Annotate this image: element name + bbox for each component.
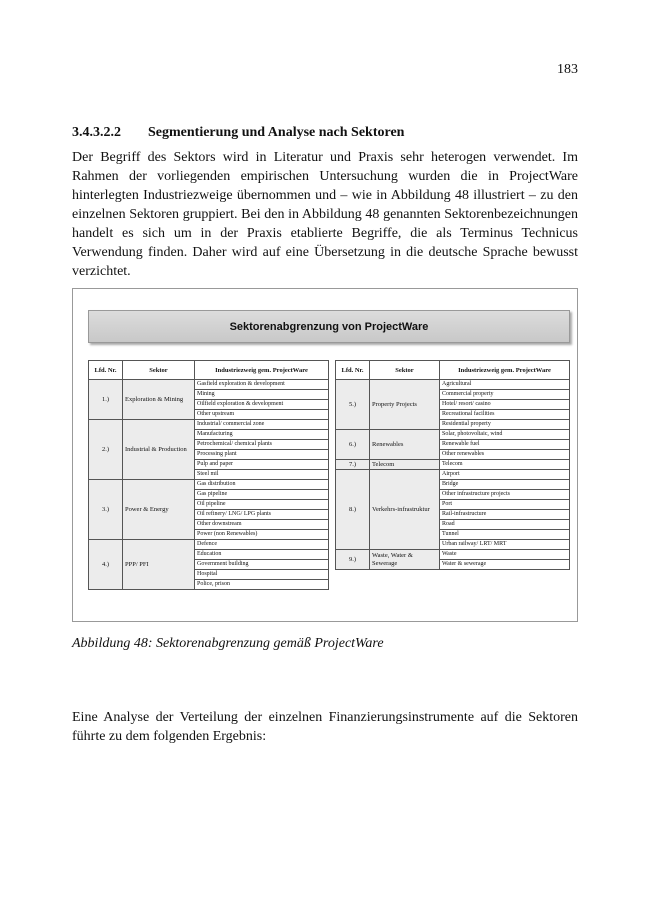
- header-sector: Sektor: [123, 361, 195, 380]
- sector-name: Exploration & Mining: [123, 380, 195, 420]
- table-row: [89, 480, 329, 490]
- sector-name: Telecom: [370, 460, 440, 470]
- figure-sector-classification: [72, 288, 578, 622]
- sector-number: 8.): [336, 470, 370, 550]
- sector-number: 3.): [89, 480, 123, 540]
- industry-cell: Pulp and paper: [195, 460, 329, 470]
- sector-number: 7.): [336, 460, 370, 470]
- sector-number: 9.): [336, 550, 370, 570]
- result-paragraph: Eine Analyse der Verteilung der einzelnen Finanzierungsinstrumente auf die Sektoren führte zu dem folgenden Ergebnis:: [72, 710, 578, 744]
- sector-number: 2.): [89, 420, 123, 480]
- figure-caption: Abbildung 48: Sektorenabgrenzung gemäß ProjectWare: [72, 636, 384, 651]
- industry-cell: Mining: [195, 390, 329, 400]
- industry-cell: Police, prison: [195, 580, 329, 590]
- table-header-row: [89, 361, 329, 380]
- sector-name: PPP/ PFI: [123, 540, 195, 590]
- table-row: [89, 420, 329, 430]
- industry-cell: Bridge: [440, 480, 570, 490]
- sector-name: Verkehrs-infrastruktur: [370, 470, 440, 550]
- industry-cell: Rail-infrastructure: [440, 510, 570, 520]
- intro-paragraph: Der Begriff des Sektors wird in Literatur und Praxis sehr heterogen verwendet. Im Rahmen der vorliegenden empirischen Untersuchung wurden die in ProjectWare hinterlegten Industriezweige übernommen und – wie in Abbildung 48 illustriert – zu den einzelnen Sektoren gruppiert. Bei den in Abbildung 48 genannten Sektorenbezeichnungen handelt es sich um in der Praxis etablierte Begriffe, die als Terminus Technicus Verwendung finden. Daher wird auf eine Übersetzung in die deutsche Sprache bewusst verzichtet.: [72, 150, 578, 279]
- industry-cell: Tunnel: [440, 530, 570, 540]
- industry-cell: Gasfield exploration & development: [195, 380, 329, 390]
- table-row: [336, 380, 570, 390]
- industry-cell: Oil pipeline: [195, 500, 329, 510]
- section-title: Segmentierung und Analyse nach Sektoren: [148, 125, 405, 140]
- section-heading: [72, 125, 578, 141]
- industry-cell: Road: [440, 520, 570, 530]
- sector-name: Waste, Water & Sewerage: [370, 550, 440, 570]
- industry-cell: Water & sewerage: [440, 560, 570, 570]
- industry-cell: Processing plant: [195, 450, 329, 460]
- industry-cell: Petrochemical/ chemical plants: [195, 440, 329, 450]
- industry-cell: Manufacturing: [195, 430, 329, 440]
- table-row: [89, 540, 329, 550]
- header-industry: Industriezweig gem. ProjectWare: [195, 361, 329, 380]
- sector-number: 6.): [336, 430, 370, 460]
- sector-name: Renewables: [370, 430, 440, 460]
- industry-cell: Other upstream: [195, 410, 329, 420]
- header-nr: Lfd. Nr.: [336, 361, 370, 380]
- right-table-body: [336, 380, 570, 570]
- industry-cell: Education: [195, 550, 329, 560]
- sector-name: Industrial & Production: [123, 420, 195, 480]
- sector-number: 5.): [336, 380, 370, 430]
- table-row: [336, 430, 570, 440]
- industry-cell: Recreational facilities: [440, 410, 570, 420]
- sector-number: 4.): [89, 540, 123, 590]
- table-row: [89, 380, 329, 390]
- industry-cell: Oilfield exploration & development: [195, 400, 329, 410]
- table-header-row: [336, 361, 570, 380]
- industry-cell: Gas pipeline: [195, 490, 329, 500]
- industry-cell: Port: [440, 500, 570, 510]
- industry-cell: Government building: [195, 560, 329, 570]
- industry-cell: Urban railway/ LRT/ MRT: [440, 540, 570, 550]
- industry-cell: Oil refinery/ LNG/ LPG plants: [195, 510, 329, 520]
- sector-table-right: [335, 360, 570, 570]
- industry-cell: Other infrastructure projects: [440, 490, 570, 500]
- table-row: [336, 460, 570, 470]
- industry-cell: Commercial property: [440, 390, 570, 400]
- industry-cell: Other downstream: [195, 520, 329, 530]
- industry-cell: Residential property: [440, 420, 570, 430]
- table-row: [336, 470, 570, 480]
- page-number: 183: [557, 62, 578, 77]
- industry-cell: Gas distribution: [195, 480, 329, 490]
- header-industry: Industriezweig gem. ProjectWare: [440, 361, 570, 380]
- table-row: [336, 550, 570, 560]
- industry-cell: Steel mil: [195, 470, 329, 480]
- sector-name: Property Projects: [370, 380, 440, 430]
- sector-table-left: [88, 360, 329, 590]
- header-sector: Sektor: [370, 361, 440, 380]
- industry-cell: Solar, photovoltaic, wind: [440, 430, 570, 440]
- sector-name: Power & Energy: [123, 480, 195, 540]
- industry-cell: Telecom: [440, 460, 570, 470]
- section-number: 3.4.3.2.2: [72, 125, 121, 140]
- industry-cell: Industrial/ commercial zone: [195, 420, 329, 430]
- industry-cell: Renewable fuel: [440, 440, 570, 450]
- left-table-body: [89, 380, 329, 590]
- sector-number: 1.): [89, 380, 123, 420]
- industry-cell: Other renewables: [440, 450, 570, 460]
- figure-title: Sektorenabgrenzung von ProjectWare: [88, 310, 570, 343]
- industry-cell: Power (non Renewables): [195, 530, 329, 540]
- industry-cell: Waste: [440, 550, 570, 560]
- industry-cell: Hotel/ resort/ casino: [440, 400, 570, 410]
- industry-cell: Airport: [440, 470, 570, 480]
- header-nr: Lfd. Nr.: [89, 361, 123, 380]
- industry-cell: Agricultural: [440, 380, 570, 390]
- industry-cell: Hospital: [195, 570, 329, 580]
- industry-cell: Defence: [195, 540, 329, 550]
